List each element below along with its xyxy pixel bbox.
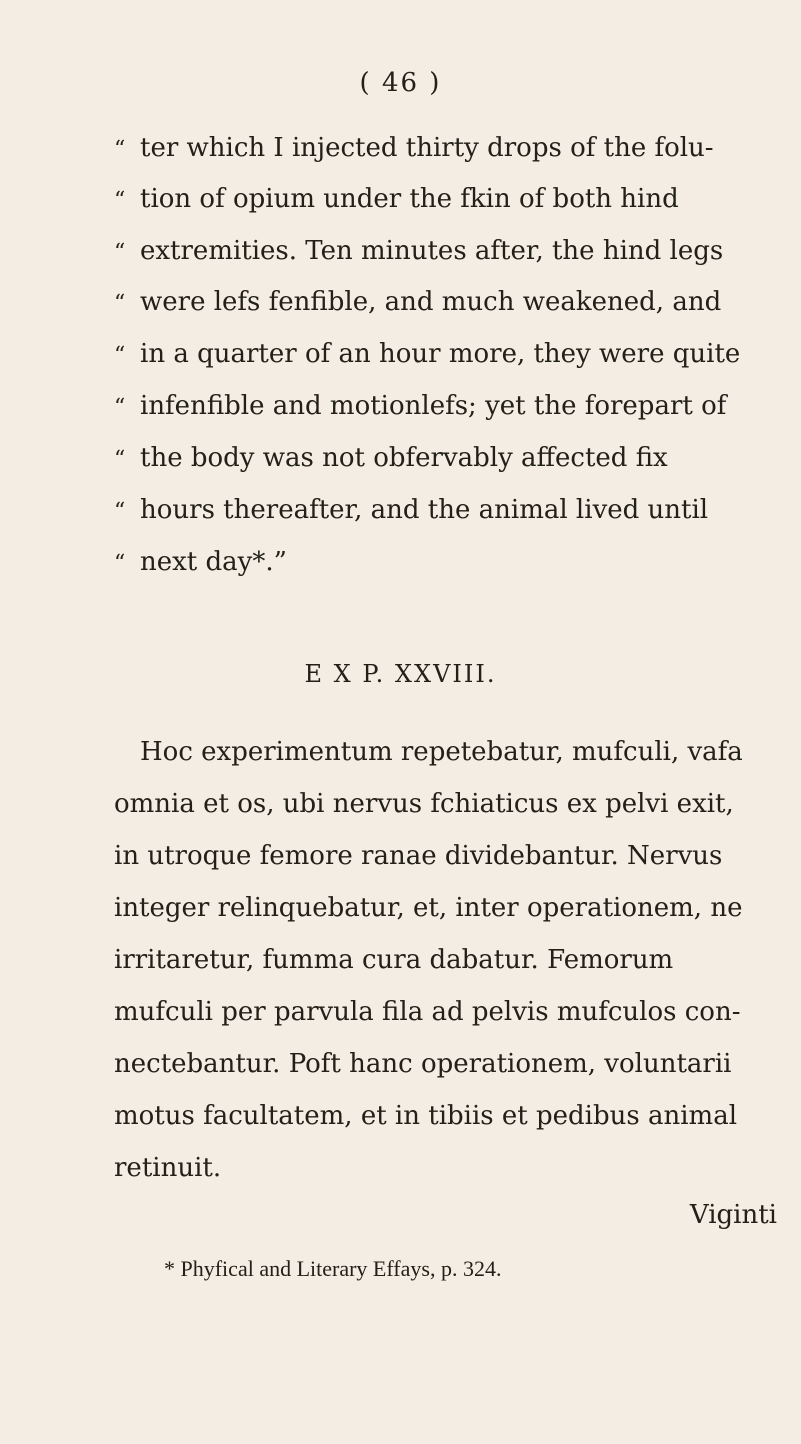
latin-line: mufculi per parvula fila ad pelvis mufculos con- <box>114 997 741 1027</box>
quote-line-text: infenfible and motionlefs; yet the forepart of <box>140 391 727 421</box>
latin-line: integer relinquebatur, et, inter operationem, ne <box>114 893 743 923</box>
quote-line-text: in a quarter of an hour more, they were quite <box>140 339 741 369</box>
catchword: Viginti <box>689 1200 777 1230</box>
quote-line <box>114 440 794 478</box>
quote-mark: “ <box>114 551 126 576</box>
page-number: ( 46 ) <box>359 68 442 98</box>
footnote: * Phyfical and Literary Effays, p. 324. <box>164 1256 502 1281</box>
quote-line <box>114 544 794 582</box>
quote-mark: “ <box>114 240 126 265</box>
quote-mark: “ <box>114 291 126 316</box>
quote-line <box>114 388 794 426</box>
quote-line-text: extremities. Ten minutes after, the hind legs <box>140 236 724 266</box>
quote-line <box>114 492 794 530</box>
latin-line: motus facultatem, et in tibiis et pedibus animal <box>114 1101 738 1131</box>
quote-mark: “ <box>114 137 126 162</box>
quote-mark: “ <box>114 395 126 420</box>
quote-line <box>114 284 794 322</box>
quote-line <box>114 181 794 219</box>
quote-mark: “ <box>114 343 126 368</box>
experiment-heading: E X P. XXVIII. <box>304 660 497 688</box>
quote-line-text: the body was not obfervably affected fix <box>140 443 668 473</box>
quote-line-text: next day*.” <box>140 547 287 577</box>
quote-line-text: ter which I injected thirty drops of the folu- <box>140 133 714 163</box>
quote-line-text: hours thereafter, and the animal lived until <box>140 495 709 525</box>
latin-line: omnia et os, ubi nervus fchiaticus ex pelvi exit, <box>114 789 734 819</box>
quote-mark: “ <box>114 499 126 524</box>
latin-line: Hoc experimentum repetebatur, mufculi, vafa <box>140 737 743 767</box>
quote-line <box>114 233 794 271</box>
quote-line-text: were lefs fenfible, and much weakened, and <box>140 287 722 317</box>
latin-line: retinuit. <box>114 1153 222 1183</box>
quote-line <box>114 336 794 374</box>
latin-line: nectebantur. Poft hanc operationem, voluntarii <box>114 1049 732 1079</box>
quote-line-text: tion of opium under the fkin of both hind <box>140 184 679 214</box>
latin-line: irritaretur, fumma cura dabatur. Femorum <box>114 945 674 975</box>
quote-mark: “ <box>114 447 126 472</box>
quote-mark: “ <box>114 188 126 213</box>
latin-line: in utroque femore ranae dividebantur. Nervus <box>114 841 723 871</box>
quote-line <box>114 130 794 168</box>
